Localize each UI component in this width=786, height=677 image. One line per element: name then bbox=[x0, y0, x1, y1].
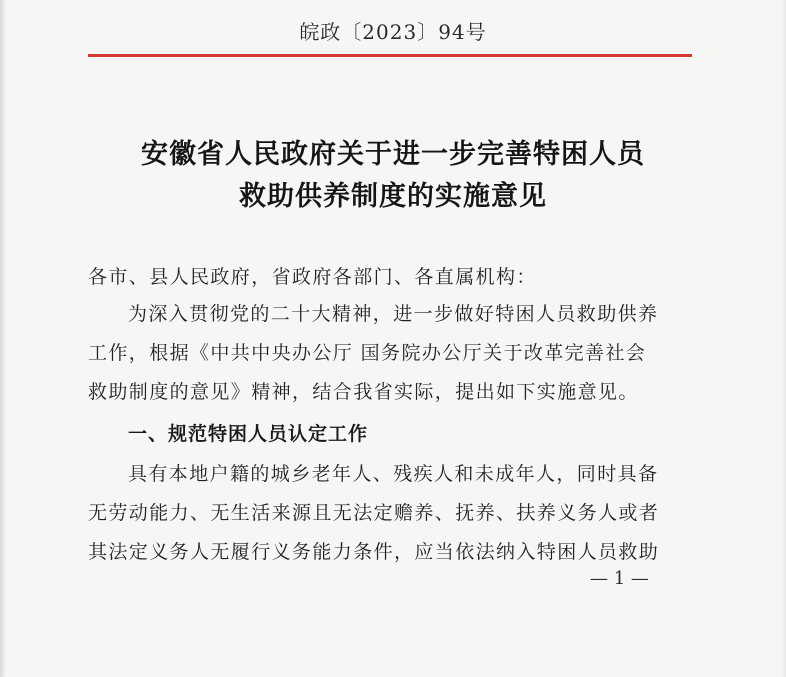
paragraph-2-line-3: 其法定义务人无履行义务能力条件，应当依法纳入特困人员救助 bbox=[88, 541, 660, 563]
page-number: — 1 — bbox=[590, 568, 649, 589]
scan-right-edge bbox=[782, 0, 786, 677]
red-separator-line bbox=[88, 54, 692, 57]
paragraph-2-line-1: 具有本地户籍的城乡老年人、残疾人和未成年人，同时具备 bbox=[128, 463, 659, 485]
paragraph-1-line-3: 救助制度的意见》精神，结合我省实际，提出如下实施意见。 bbox=[88, 381, 639, 403]
paragraph-1-line-2: 工作，根据《中共中央办公厅 国务院办公厅关于改革完善社会 bbox=[88, 342, 647, 364]
document-title-line-2: 救助供养制度的实施意见 bbox=[239, 181, 547, 212]
document-number: 皖政〔2023〕94号 bbox=[299, 20, 487, 44]
salutation: 各市、县人民政府，省政府各部门、各直属机构： bbox=[88, 266, 537, 288]
section-1-heading: 一、规范特困人员认定工作 bbox=[128, 423, 369, 445]
paragraph-2-line-2: 无劳动能力、无生活来源且无法定赡养、抚养、扶养义务人或者 bbox=[88, 502, 660, 524]
scan-left-edge bbox=[0, 0, 6, 677]
document-title-line-1: 安徽省人民政府关于进一步完善特困人员 bbox=[141, 139, 645, 170]
paragraph-1-line-1: 为深入贯彻党的二十大精神，进一步做好特困人员救助供养 bbox=[128, 303, 659, 325]
